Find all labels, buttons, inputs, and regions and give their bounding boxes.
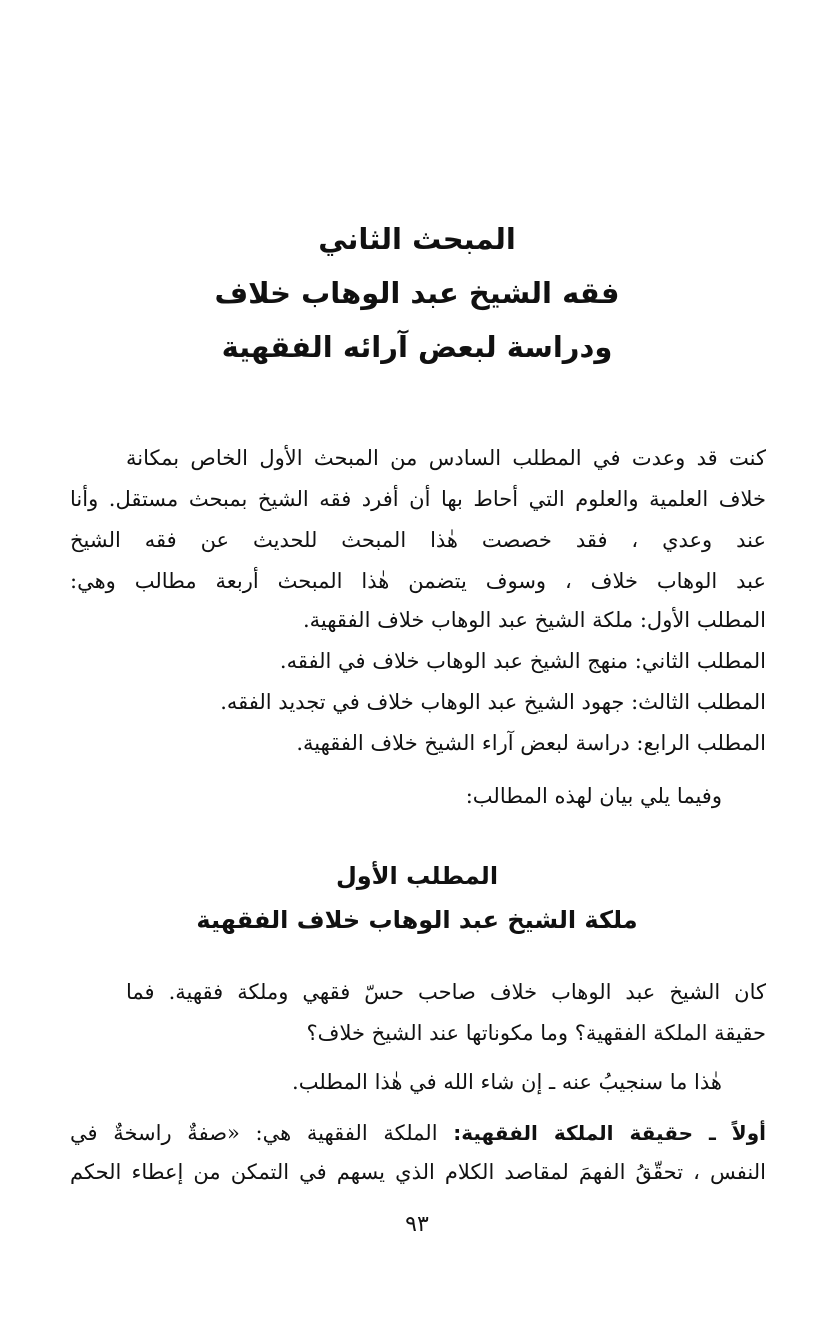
body-p3-text: الملكة الفقهية هي: «صفةٌ راسخةٌ في [70, 1121, 454, 1145]
list-item: المطلب الأول: ملكة الشيخ عبد الوهاب خلاف الفقهية. [302, 608, 766, 632]
page-number: ٩٣ [405, 1212, 429, 1237]
list-item: المطلب الثاني: منهج الشيخ عبد الوهاب خلاف في الفقه. [279, 649, 766, 673]
body-p3-line-2: النفس ، تحقّقُ الفهمَ لمقاصد الكلام الذي يسهم في التمكن من إعطاء الحكم [70, 1160, 766, 1184]
body-p3-heading: أولاً ـ حقيقة الملكة الفقهية: [453, 1121, 766, 1145]
intro-closing: وفيما يلي بيان لهذه المطالب: [465, 784, 722, 808]
section-subtitle-1: فقه الشيخ عبد الوهاب خلاف [214, 276, 620, 310]
intro-line-2: خلاف العلمية والعلوم التي أحاط بها أن أفرد فقه الشيخ بمبحث مستقل. وأنا [70, 487, 766, 511]
subsection-subtitle: ملكة الشيخ عبد الوهاب خلاف الفقهية [196, 906, 638, 934]
list-item: المطلب الثالث: جهود الشيخ عبد الوهاب خلاف في تجديد الفقه. [220, 690, 766, 714]
body-p3-line-1 [70, 1118, 766, 1148]
section-title: المبحث الثاني [318, 222, 516, 256]
section-subtitle-2: ودراسة لبعض آرائه الفقهية [221, 330, 613, 364]
body-p1-line-2: حقيقة الملكة الفقهية؟ وما مكوناتها عند الشيخ خلاف؟ [306, 1021, 766, 1045]
subsection-title: المطلب الأول [335, 862, 499, 890]
intro-line-1: كنت قد وعدت في المطلب السادس من المبحث الأول الخاص بمكانة [126, 446, 766, 470]
intro-line-3: عند وعدي ، فقد خصصت هٰذا المبحث للحديث عن فقه الشيخ [70, 528, 766, 552]
body-p1-line-1: كان الشيخ عبد الوهاب خلاف صاحب حسّ فقهي وملكة فقهية. فما [126, 980, 766, 1004]
body-p2: هٰذا ما سنجيبُ عنه ـ إن شاء الله في هٰذا المطلب. [292, 1070, 722, 1094]
list-item: المطلب الرابع: دراسة لبعض آراء الشيخ خلاف الفقهية. [296, 731, 766, 755]
intro-line-4: عبد الوهاب خلاف ، وسوف يتضمن هٰذا المبحث أربعة مطالب وهي: [70, 569, 766, 593]
